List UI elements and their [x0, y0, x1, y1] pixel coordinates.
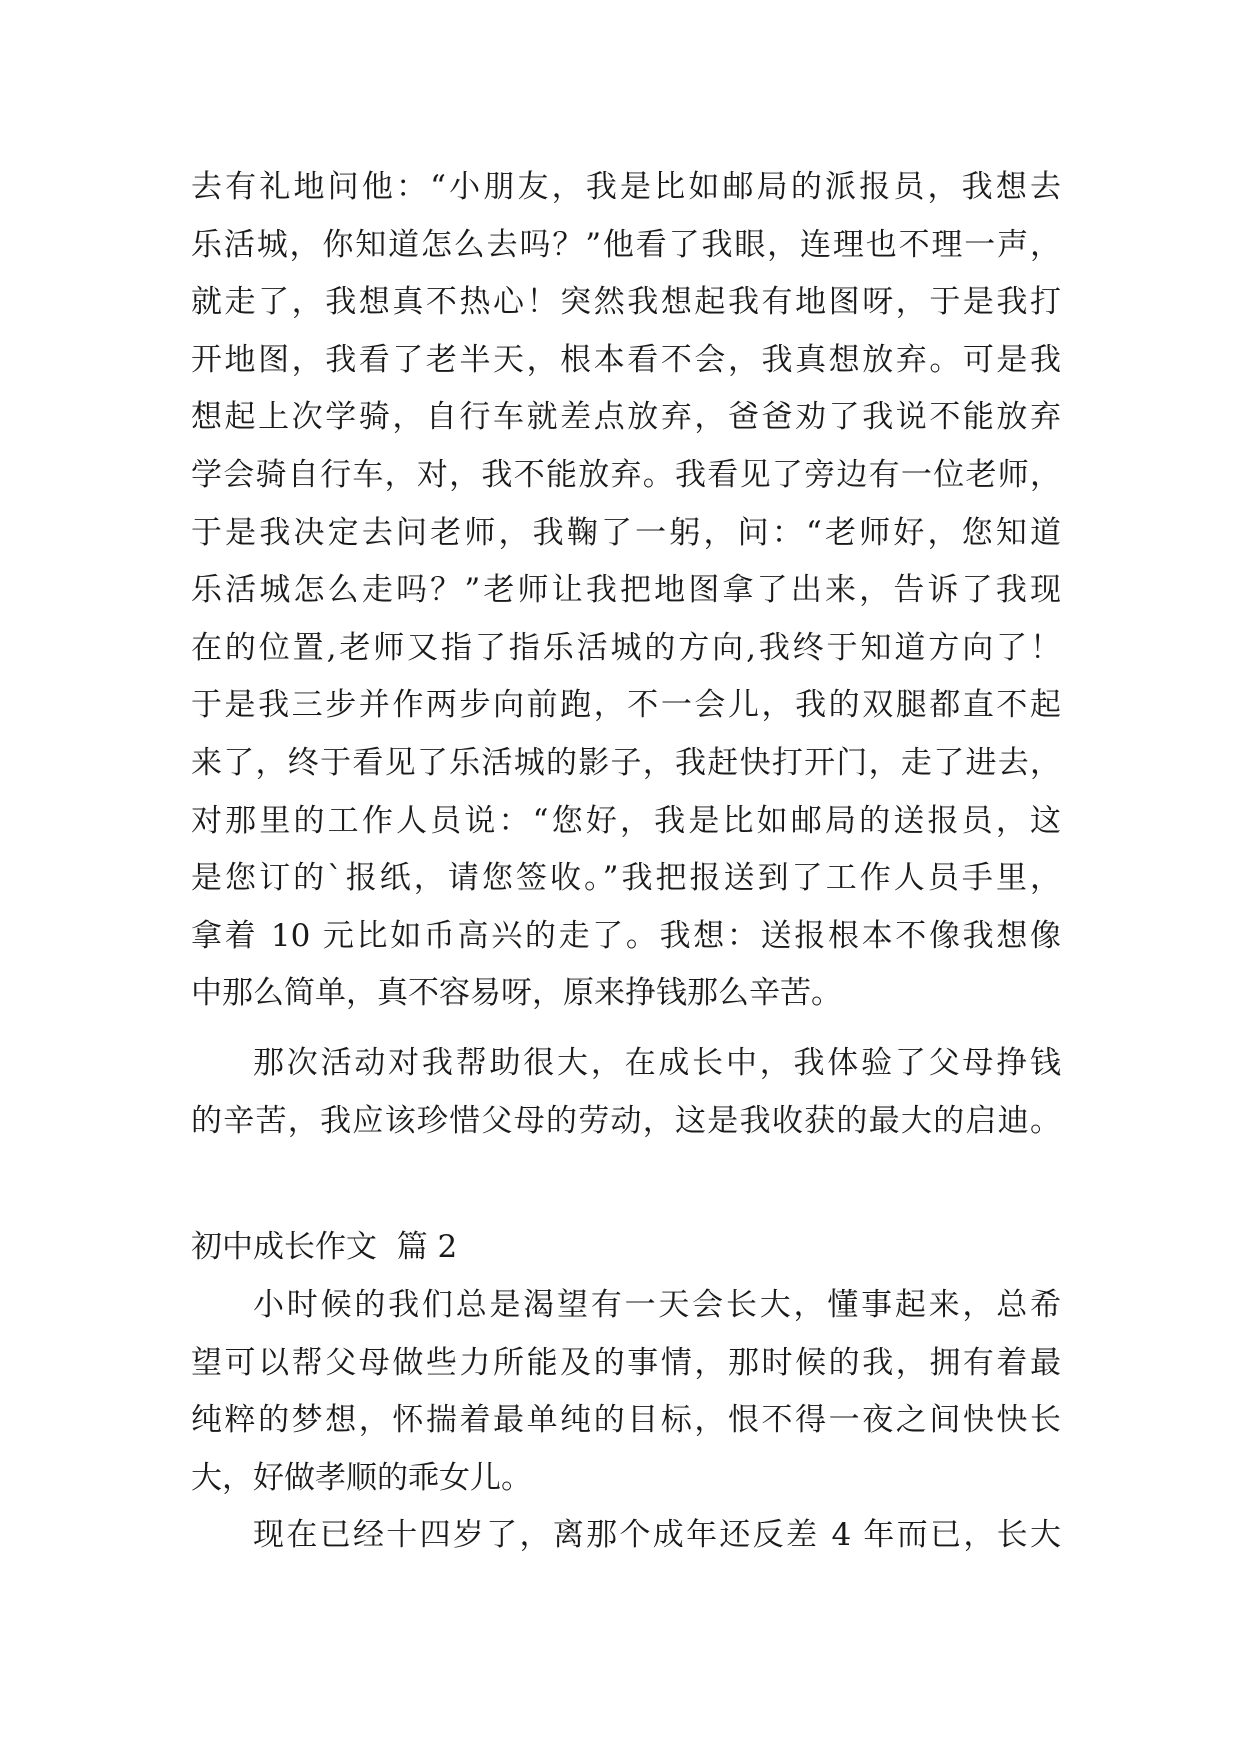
text-line: 在的位置,老师又指了指乐活城的方向,我终于知道方向了！ [191, 629, 1061, 666]
text-line: 于是我决定去问老师，我鞠了一躬，问：“老师好，您知道 [191, 514, 1061, 551]
text-line: 现在已经十四岁了，离那个成年还反差 4 年而已，长大 [253, 1517, 1061, 1553]
text-line: 小时候的我们总是渴望有一天会长大，懂事起来，总希 [253, 1287, 1061, 1323]
paragraph-continuation [191, 159, 1061, 1023]
text-line: 来了，终于看见了乐活城的影子，我赶快打开门，走了进去， [191, 744, 1061, 781]
text-line: 学会骑自行车，对，我不能放弃。我看见了旁边有一位老师， [191, 456, 1061, 493]
text-line: 乐活城怎么走吗？”老师让我把地图拿了出来，告诉了我现 [191, 572, 1061, 609]
text-line: 对那里的工作人员说：“您好，我是比如邮局的送报员，这 [191, 802, 1061, 839]
text-line: 那次活动对我帮助很大，在成长中，我体验了父母挣钱 [253, 1045, 1061, 1081]
text-line: 开地图，我看了老半天，根本看不会，我真想放弃。可是我 [191, 341, 1061, 378]
text-line: 中那么简单，真不容易呀，原来挣钱那么辛苦。 [191, 975, 842, 1012]
text-line: 望可以帮父母做些力所能及的事情，那时候的我，拥有着最 [191, 1344, 1061, 1381]
text-line: 是您订的`报纸，请您签收。”我把报送到了工作人员手里， [191, 860, 1061, 897]
paragraph-closing [191, 1035, 1061, 1150]
text-line: 想起上次学骑，自行车就差点放弃，爸爸劝了我说不能放弃 [191, 399, 1061, 436]
section-heading: 初中成长作文 篇 2 [191, 1229, 458, 1265]
paragraph-childhood [191, 1277, 1061, 1507]
text-line: 纯粹的梦想，怀揣着最单纯的目标，恨不得一夜之间快快长 [191, 1402, 1061, 1439]
text-line: 乐活城，你知道怎么去吗？”他看了我眼，连理也不理一声， [191, 226, 1061, 263]
text-line: 就走了，我想真不热心！突然我想起我有地图呀，于是我打 [191, 284, 1061, 321]
text-line: 于是我三步并作两步向前跑，不一会儿，我的双腿都直不起 [191, 687, 1061, 724]
text-line: 拿着 10 元比如币高兴的走了。我想：送报根本不像我想像 [191, 917, 1061, 954]
paragraph-now [191, 1507, 1061, 1565]
text-line: 去有礼地问他：“小朋友，我是比如邮局的派报员，我想去 [191, 169, 1061, 205]
text-line: 的辛苦，我应该珍惜父母的劳动，这是我收获的最大的启迪。 [191, 1102, 1061, 1139]
text-line: 大，好做孝顺的乖女儿。 [191, 1459, 532, 1496]
